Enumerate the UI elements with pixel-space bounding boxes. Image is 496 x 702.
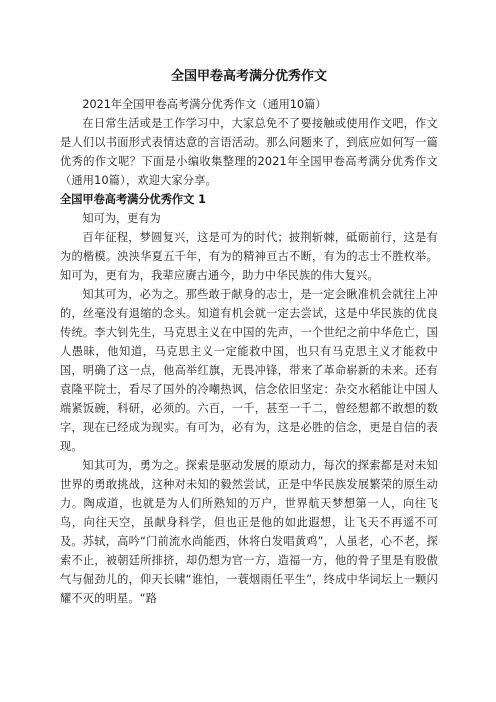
page-title: 全国甲卷高考满分优秀作文: [170, 69, 327, 84]
body-paragraph-3: 知其可为，勇为之。探索是驱动发展的原动力，每次的探索都是对未知世界的勇敢挑战，这种对未知的毅然尝试，正是中华民族发展繁荣的原生动力。陶成道，也就是为人们所熟知的万户，世界航天梦想第一人，向往飞鸟，向往天空，虽献身科学，但也正是他的如此遐想，让飞天不再遥不可及。苏轼，高吟“门前流水尚能西，休将白发唱黄鸡”，人虽老，心不老，探索不止，被朝廷所排挤，却仍想为官一方，造福一方，他的骨子里是有股傲气与倔劲儿的，仰天长啸“谁怕，一蓑烟雨任平生”，终成中华词坛上一颗闪耀不灭的明星。“路: [60, 459, 438, 605]
intro-paragraph: 在日常生活或是工作学习中，大家总免不了要接触或使用作文吧，作文是人们以书面形式表情达意的言语活动。那么问题来了，到底应如何写一篇优秀的作文呢？下面是小编收集整理的2021年全国甲卷高考满分优秀作文（通用10篇），欢迎大家分享。: [60, 117, 438, 187]
essay-subtitle: 知可为，更有为: [82, 212, 161, 225]
essay-title: 全国甲卷高考满分优秀作文 1: [60, 193, 206, 206]
body-paragraph-2: 知其可为，必为之。那些敢于献身的志士，是一定会瞅准机会就往上冲的，丝毫没有退缩的念头。知道有机会就一定去尝试，这是中华民族的优良传统。李大钊先生，马克思主义在中国的先声，一个世纪之前中华危亡，国人愚昧，他知道，马克思主义一定能救中国，也只有马克思主义才能救中国，明确了这一点，他高举红旗，无畏冲锋，带来了革命崭新的未来。还有袁隆平院士，看尽了国外的冷嘲热讽，信念依旧坚定：杂交水稻能让中国人端紧饭碗，科研，必须的。六百，一千，甚至一千二，曾经想都不敢想的数字，现在已经成为现实。有可为，必有为，这是必胜的信念，更是自信的表现。: [60, 288, 438, 453]
body-paragraph-1: 百年征程，梦圆复兴，这是可为的时代；披荆斩棘，砥砺前行，这是有为的楷模。泱泱华夏五千年，有为的精神亘古不断，有为的志士不胜枚举。知可为，更有为，我辈应赓古通今，助力中华民族的伟大复兴。: [60, 231, 438, 282]
intro-heading: 2021年全国甲卷高考满分优秀作文（通用10篇）: [82, 98, 327, 111]
